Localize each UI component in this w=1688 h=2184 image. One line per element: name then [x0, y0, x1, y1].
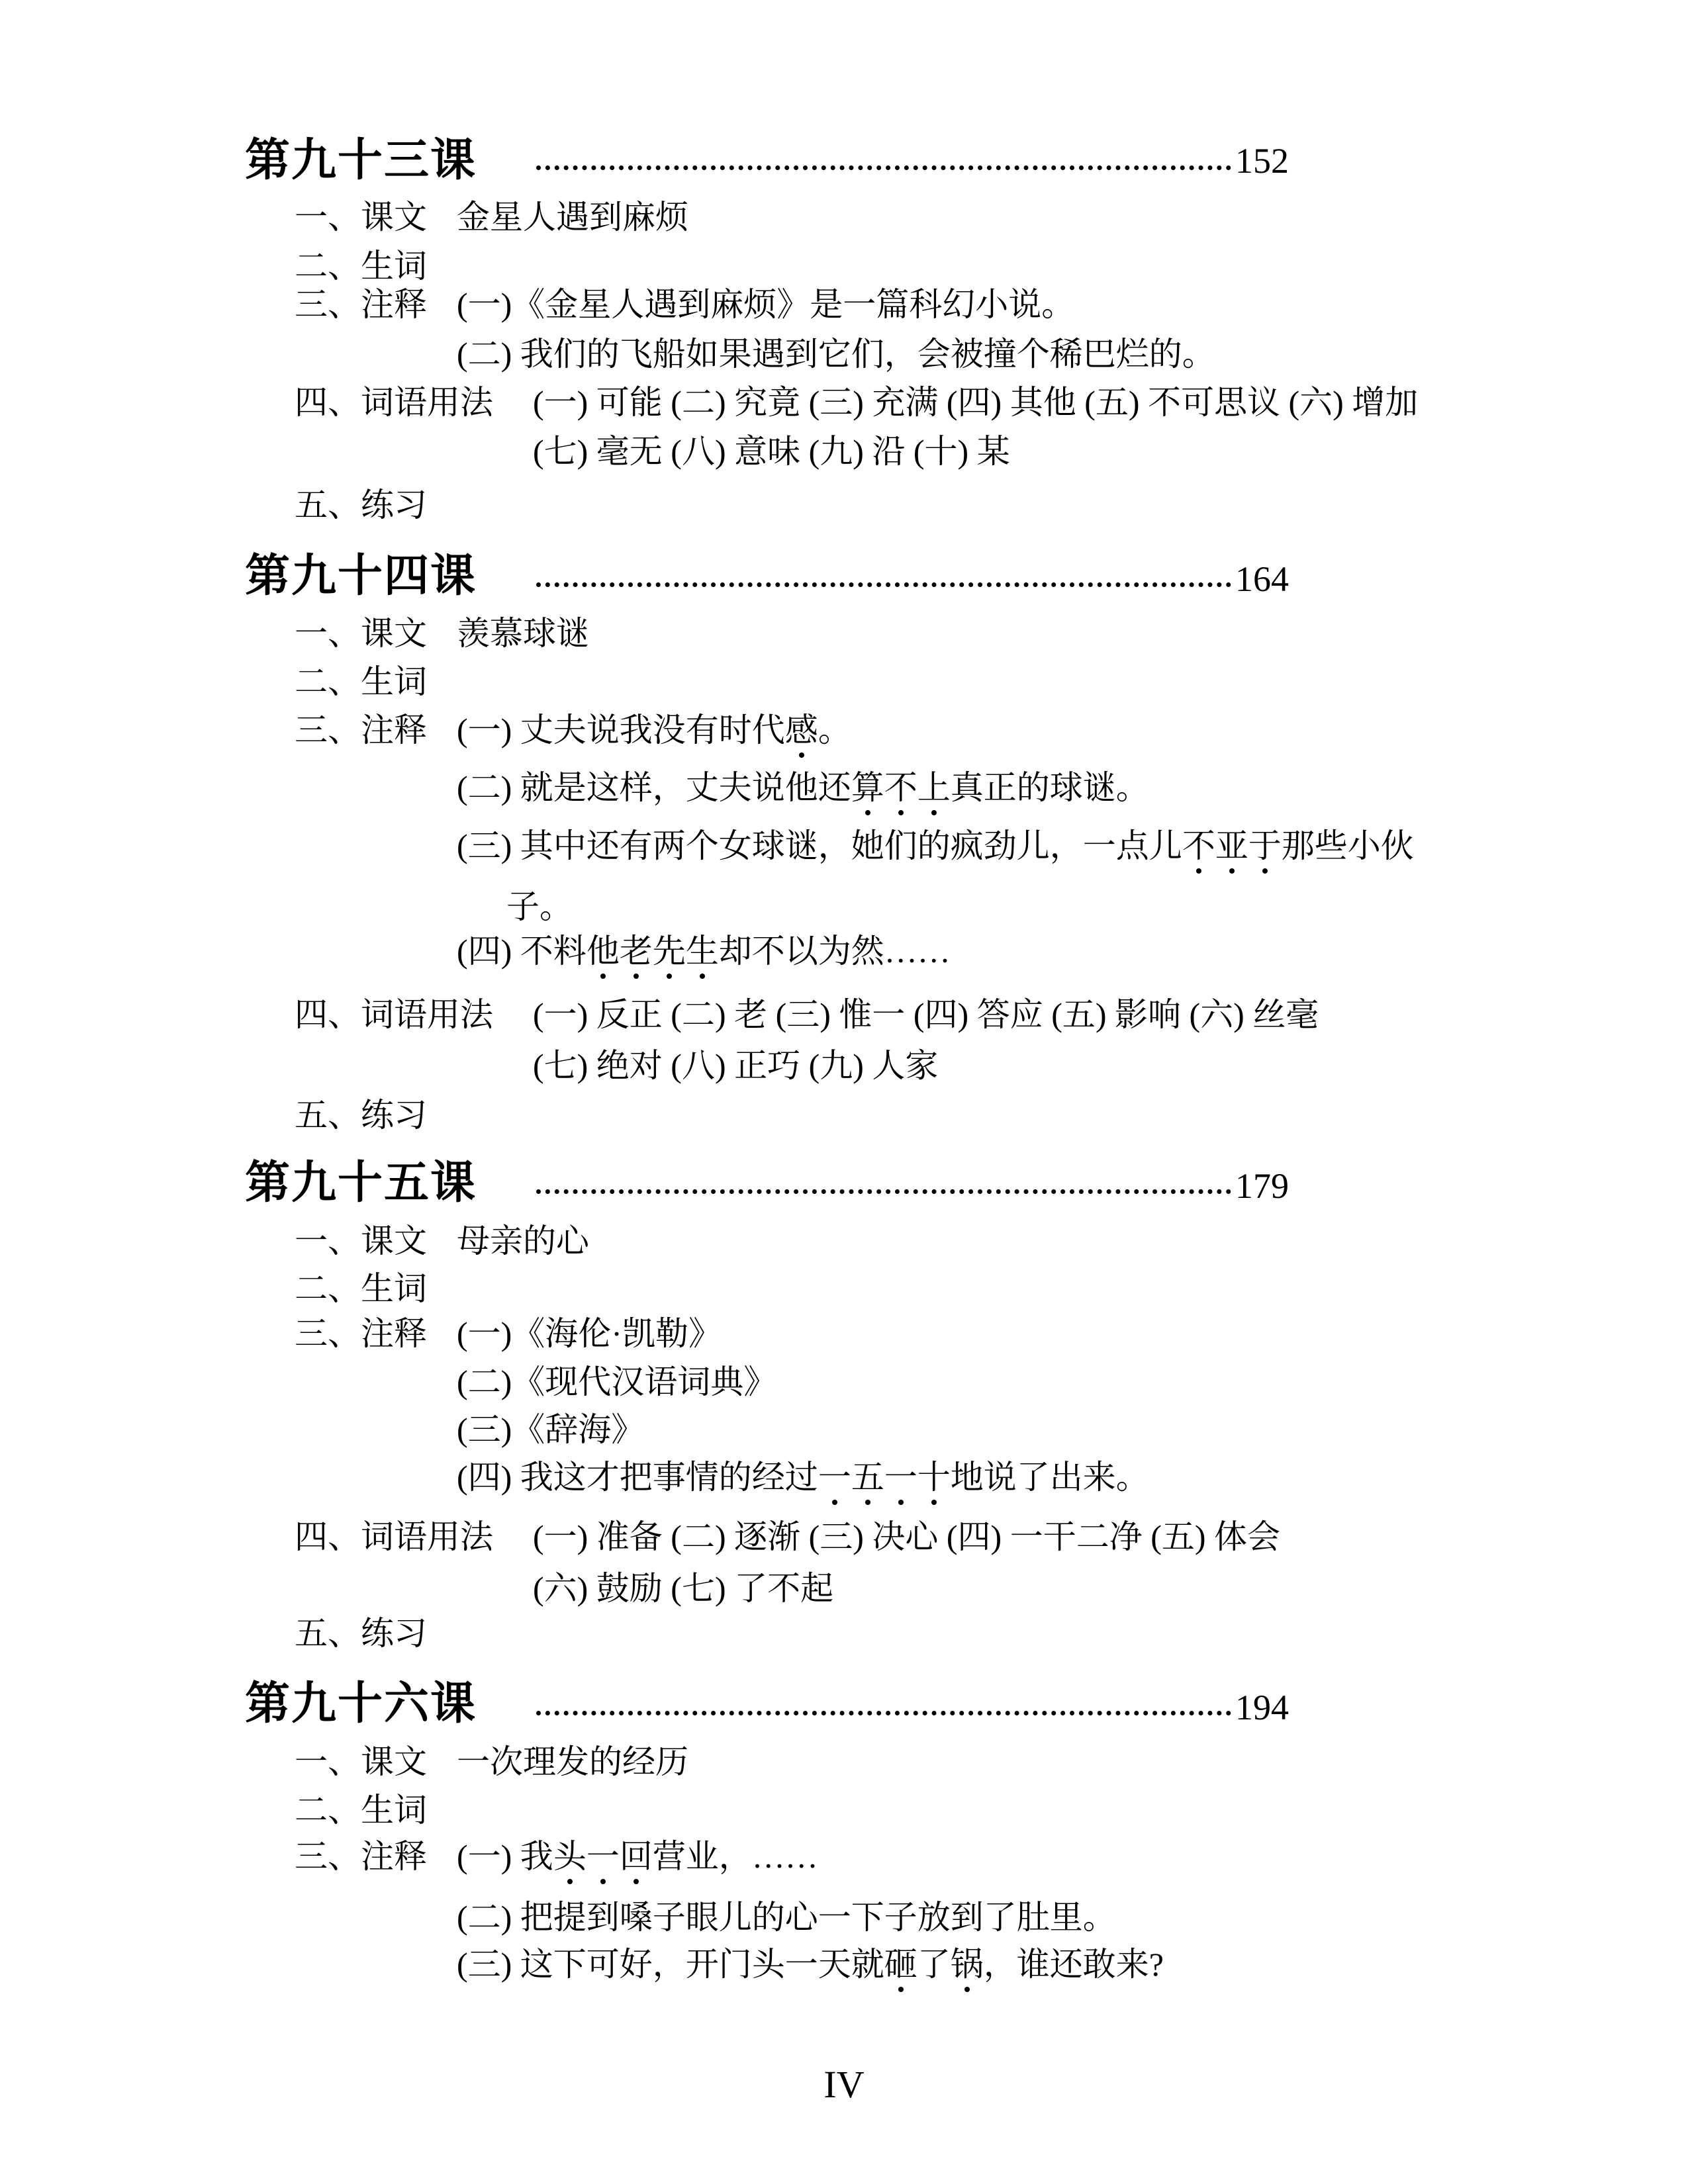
lesson-93-kewen-title: 金星人遇到麻烦: [457, 199, 688, 236]
lesson-95-lianxi-label: 五、练习: [295, 1615, 427, 1652]
note-text-segment: 真正的球谜。: [950, 769, 1149, 806]
lesson-96-shengci-label: 二、生词: [295, 1792, 427, 1829]
note-text-segment: (一)《金星人遇到麻烦》是一篇科幻小说。: [457, 286, 1075, 323]
note-line: [457, 933, 951, 971]
word-usage-line: (六) 鼓励 (七) 了不起: [533, 1570, 834, 1607]
lesson-94-kewen-title: 羡慕球谜: [457, 615, 589, 652]
lesson-93-shengci-label: 二、生词: [295, 248, 427, 285]
lesson-94-kewen-label: 一、课文: [295, 615, 427, 652]
note-text-segment: (三) 其中还有两个女球谜，她们的疯劲儿，一点儿: [457, 827, 1182, 864]
note-line: [457, 1946, 1164, 1984]
note-line: [457, 711, 851, 750]
lesson-96-heading: 第九十六课: [245, 1678, 477, 1729]
note-continuation-line: [506, 888, 573, 927]
lesson-93-zhushi-label: 三、注释: [295, 286, 427, 323]
note-line: [457, 769, 1149, 807]
lesson-96-zhushi-label: 三、注释: [295, 1838, 427, 1875]
lesson-96-dotted-leader: [536, 1711, 1231, 1715]
note-text-segment: (一) 我: [457, 1838, 553, 1875]
note-text-segment: (二) 就是这样，丈夫说他还: [457, 769, 851, 806]
note-line: [457, 827, 1414, 866]
lesson-95-shengci-label: 二、生词: [295, 1270, 427, 1307]
note-text-segment: 子。: [506, 888, 573, 925]
note-text-segment: (四) 我这才把事情的经过: [457, 1459, 818, 1496]
lesson-93-dotted-leader: [536, 165, 1231, 170]
emphasized-text: 不亚于: [1182, 827, 1282, 864]
lesson-94-lianxi-label: 五、练习: [295, 1097, 427, 1134]
note-line: [457, 1363, 776, 1402]
word-usage-line: (一) 可能 (二) 究竟 (三) 充满 (四) 其他 (五) 不可思议 (六) 增加: [533, 384, 1419, 421]
note-text-segment: (一) 丈夫说我没有时代: [457, 711, 785, 749]
footer-page-number: IV: [823, 2063, 865, 2106]
lesson-95-zhushi-label: 三、注释: [295, 1315, 427, 1352]
lesson-94-ciyu-label: 四、词语用法: [295, 996, 493, 1033]
lesson-93-page-number: 152: [1235, 141, 1289, 181]
note-text-segment: (三)《辞海》: [457, 1411, 645, 1448]
note-text-segment: 地说了出来。: [950, 1459, 1149, 1496]
lesson-94-dotted-leader: [536, 582, 1231, 587]
note-line: [457, 1459, 1149, 1497]
note-text-segment: (二) 把提到嗓子眼儿的心一下子放到了肚里。: [457, 1899, 1116, 1936]
emphasized-text: 头一回: [553, 1838, 653, 1875]
lesson-93-kewen-label: 一、课文: [295, 199, 427, 236]
note-text-segment: (三) 这下可好，开门头一天就: [457, 1946, 884, 1983]
note-text-segment: 那些小伙: [1281, 827, 1414, 864]
lesson-96-kewen-label: 一、课文: [295, 1743, 427, 1780]
note-line: [457, 286, 1074, 324]
lesson-93-ciyu-label: 四、词语用法: [295, 384, 493, 421]
note-text-segment: (一)《海伦·凯勒》: [457, 1315, 722, 1352]
note-text-segment: (四) 不料: [457, 933, 586, 970]
lesson-93-lianxi-label: 五、练习: [295, 486, 427, 523]
lesson-95-kewen-title: 母亲的心: [457, 1222, 589, 1259]
note-line: [457, 336, 1215, 374]
emphasized-text: 一五一十: [818, 1459, 951, 1496]
word-usage-line: (一) 准备 (二) 逐渐 (三) 决心 (四) 一干二净 (五) 体会: [533, 1518, 1281, 1555]
emphasized-text: 锅: [950, 1946, 984, 1983]
emphasized-text: 砸: [884, 1946, 917, 1983]
note-text-segment: 却不以为然……: [718, 933, 951, 970]
lesson-94-heading: 第九十四课: [245, 551, 477, 601]
lesson-95-kewen-label: 一、课文: [295, 1222, 427, 1259]
note-line: [457, 1411, 644, 1449]
note-line: [457, 1899, 1116, 1937]
emphasized-text: 感: [784, 711, 818, 749]
word-usage-line: (一) 反正 (二) 老 (三) 惟一 (四) 答应 (五) 影响 (六) 丝毫: [533, 996, 1319, 1033]
emphasized-text: 他老先生: [586, 933, 719, 970]
emphasized-text: 算不上: [851, 769, 951, 806]
lesson-96-kewen-title: 一次理发的经历: [457, 1743, 688, 1780]
note-text-segment: 。: [818, 711, 851, 749]
note-text-segment: ，谁还敢来?: [983, 1946, 1164, 1983]
word-usage-line: (七) 毫无 (八) 意味 (九) 沿 (十) 某: [533, 433, 1010, 470]
lesson-95-ciyu-label: 四、词语用法: [295, 1518, 493, 1555]
note-text-segment: (二)《现代汉语词典》: [457, 1363, 777, 1400]
note-line: [457, 1315, 722, 1353]
note-text-segment: 营业，……: [652, 1838, 818, 1875]
lesson-95-page-number: 179: [1235, 1166, 1289, 1206]
note-text-segment: 了: [917, 1946, 951, 1983]
lesson-93-heading: 第九十三课: [245, 135, 477, 185]
lesson-96-page-number: 194: [1235, 1688, 1289, 1727]
note-line: [457, 1838, 818, 1876]
word-usage-line: (七) 绝对 (八) 正巧 (九) 人家: [533, 1047, 939, 1084]
lesson-94-shengci-label: 二、生词: [295, 663, 427, 700]
note-text-segment: (二) 我们的飞船如果遇到它们，会被撞个稀巴烂的。: [457, 336, 1215, 373]
lesson-95-heading: 第九十五课: [245, 1158, 477, 1208]
lesson-94-zhushi-label: 三、注释: [295, 711, 427, 749]
lesson-95-dotted-leader: [536, 1189, 1231, 1194]
lesson-94-page-number: 164: [1235, 559, 1289, 599]
